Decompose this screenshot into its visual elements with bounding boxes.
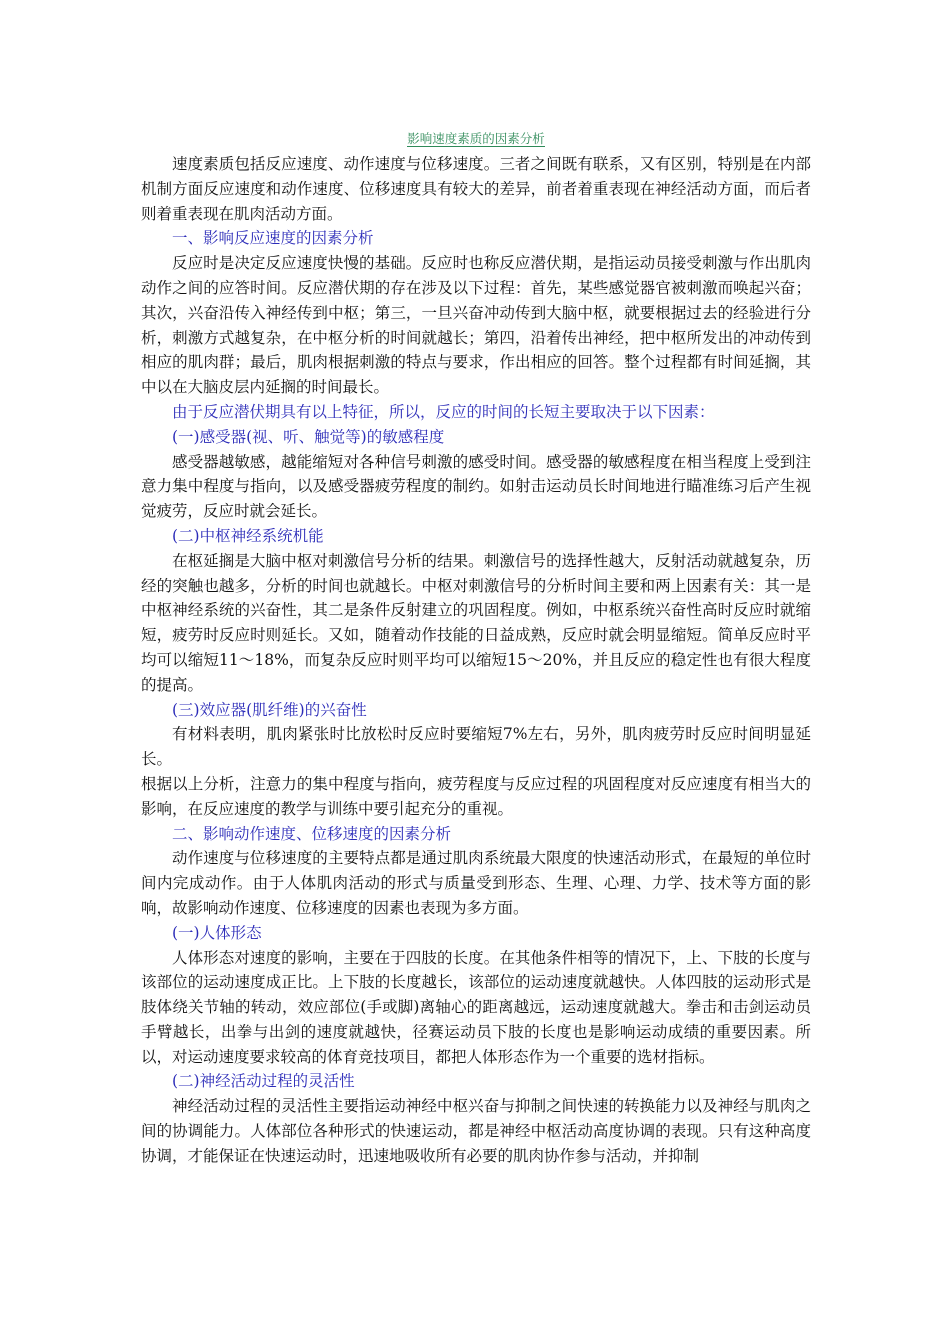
subheading-receptor-sensitivity: (一)感受器(视、听、触觉等)的敏感程度: [172, 427, 445, 446]
body-paragraph: 动作速度与位移速度的主要特点都是通过肌肉系统最大限度的快速活动形式，在最短的单位时间内完成动作。由于人体肌肉活动的形式与质量受到形态、生理、心理、力学、技术等方面的影响，故影响动作速度、位移速度的因素也表现为多方面。: [141, 849, 811, 917]
body-paragraph: 人体形态对速度的影响，主要在于四肢的长度。在其他条件相等的情况下，上、下肢的长度与该部位的运动速度成正比。上下肢的长度越长，该部位的运动速度就越快。人体四肢的运动形式是肢体绕关节轴的转动，效应部位(手或脚)离轴心的距离越远，运动速度就越大。拳击和击剑运动员手臂越长，出拳与出剑的速度就越快，径赛运动员下肢的长度也是影响运动成绩的重要因素。所以，对运动速度要求较高的体育竞技项目，都把人体形态作为一个重要的选材指标。: [141, 948, 811, 1066]
subheading-nervous-flexibility: (二)神经活动过程的灵活性: [172, 1072, 355, 1091]
body-paragraph: 神经活动过程的灵活性主要指运动神经中枢兴奋与抑制之间快速的转换能力以及神经与肌肉之间的协调能力。人体部位各种形式的快速运动，都是神经中枢活动高度协调的表现。只有这种高度协调，才能保证在快速运动时，迅速地吸收所有必要的肌肉协作参与活动，并抑制: [141, 1097, 811, 1165]
subheading-body-shape: (一)人体形态: [172, 923, 262, 942]
body-paragraph: 感受器越敏感，越能缩短对各种信号刺激的感受时间。感受器的敏感程度在相当程度上受到注意力集中程度与指向，以及感受器疲劳程度的制约。如射击运动员长时间地进行瞄准练习后产生视觉疲劳，反应时就会延长。: [141, 452, 811, 521]
subheading-central-nervous-system: (二)中枢神经系统机能: [172, 526, 324, 545]
section-heading-movement-speed: 二、影响动作速度、位移速度的因素分析: [172, 824, 452, 843]
document-title: 影响速度素质的因素分析: [407, 131, 545, 146]
intro-paragraph: 速度素质包括反应速度、动作速度与位移速度。三者之间既有联系，又有区别，特别是在内部机制方面反应速度和动作速度、位移速度具有较大的差异，前者着重表现在神经活动方面，而后者则着重表现在肌肉活动方面。: [141, 155, 811, 223]
subheading-effector-excitability: (三)效应器(肌纤维)的兴奋性: [172, 700, 367, 719]
summary-paragraph: 根据以上分析，注意力的集中程度与指向，疲劳程度与反应过程的巩固程度对反应速度有相当大的影响，在反应速度的教学与训练中要引起充分的重视。: [141, 774, 811, 818]
document-page: [141, 128, 811, 1169]
section-heading-reaction-speed: 一、影响反应速度的因素分析: [172, 229, 374, 248]
body-paragraph: 在枢延搁是大脑中枢对刺激信号分析的结果。刺激信号的选择性越大，反射活动就越复杂，历经的突触也越多，分析的时间也就越长。中枢对刺激信号的分析时间主要和两上因素有关：其一是中枢神经系统的兴奋性，其二是条件反射建立的巩固程度。例如，中枢系统兴奋性高时反应时就缩短，疲劳时反应时则延长。又如，随着动作技能的日益成熟，反应时就会明显缩短。简单反应时平均可以缩短11～18%，而复杂反应时则平均可以缩短15～20%，并且反应的稳定性也有很大程度的提高。: [141, 551, 811, 694]
factors-lead-in: 由于反应潜伏期具有以上特征，所以，反应的时间的长短主要取决于以下因素：: [172, 402, 715, 421]
body-paragraph: 反应时是决定反应速度快慢的基础。反应时也称反应潜伏期，是指运动员接受刺激与作出肌肉动作之间的应答时间。反应潜伏期的存在涉及以下过程：首先，某些感觉器官被刺激而唤起兴奋；其次，兴奋沿传入神经传到中枢；第三，一旦兴奋冲动传到大脑中枢，就要根据过去的经验进行分析，刺激方式越复杂，在中枢分析的时间就越长；第四，沿着传出神经，把中枢所发出的冲动传到相应的肌肉群；最后，肌肉根据刺激的特点与要求，作出相应的回答。整个过程都有时间延搁，其中以在大脑皮层内延搁的时间最长。: [141, 254, 811, 397]
body-paragraph: 有材料表明，肌肉紧张时比放松时反应时要缩短7%左右，另外，肌肉疲劳时反应时间明显延长。: [141, 725, 811, 769]
